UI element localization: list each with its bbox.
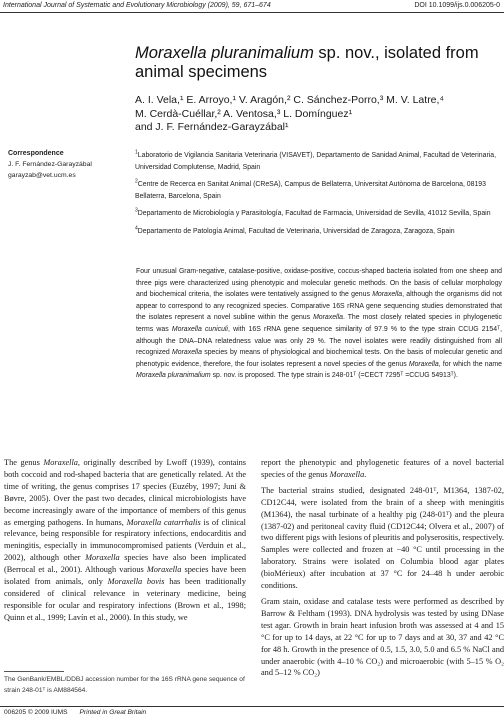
author-line-3: and J. F. Fernández-Garayzábal¹: [135, 121, 289, 133]
journal-citation: International Journal of Systematic and Evolutionary Microbiology (2009), 59, 671–674: [3, 2, 271, 9]
title-species: Moraxella pluranimalium: [135, 44, 314, 62]
doi: DOI 10.1099/ijs.0.006205-0: [414, 2, 500, 9]
footnote-rule: [4, 671, 64, 672]
paragraph-2: The bacterial strains studied, designated 248-01ᵀ, M1364, 1387-02, CD12C44, were isolated from the brain of a sheep with meningitis (M1364), the nasal turbinate of a healthy pig (248-01ᵀ) and the pleura (1387-02) and peritoneal cavity fluid (CD12C44; Olvera et al., 2007) of two different pigs with lesions of pleuritis and polyserositis, respectively. Samples were collected and frozen at −40 °C until processing in the laboratory. Strains were isolated on Columbia blood agar plates (bioMérieux) after incubation at 37 °C for 24–48 h under aerobic conditions.: [261, 485, 504, 591]
footer-rule: [0, 706, 504, 707]
body-column-left: [4, 457, 246, 628]
intro-paragraph: The genus Moraxella, originally described by Lwoff (1939), contains both coccoid and rod-shaped bacteria that are genetically related. At the time of writing, the genus comprises 17 species (Euzéby, 1997; Juni & Bøvre, 2005). Over the past two decades, clinical microbiologists have become increasingly aware of the importance of members of this genus as emerging pathogens. In humans, Moraxella catarrhalis is of clinical relevance, being responsible for respiratory infections, endocarditis and meningitis, especially in immunocompromised patients (Verduin et al., 2002), although other Moraxella species have also been implicated (Berrocal et al., 2001). Although various Moraxella species have been isolated from animals, only Moraxella bovis has been traditionally considered of clinical relevance in veterinary medicine, being responsible for ocular and respiratory infections (Brown et al., 1998; Quinn et al., 1999; Lavín et al., 2000). In this study, we: [4, 458, 247, 622]
copyright-code: 006205 © 2009 IUMS: [4, 709, 68, 716]
running-header: [0, 0, 504, 12]
author-line-2: M. Cerdà-Cuéllar,² A. Ventosa,³ L. Domínguez¹: [135, 107, 353, 120]
paragraph-1: report the phenotypic and phylogenetic features of a novel bacterial species of the genus Moraxella.: [261, 458, 504, 479]
affiliation-2: $^2$Centre de Recerca en Sanitat Animal (CReSA), Campus de Bellaterra, Universitat Autònoma de Barcelona, 08193 Bellaterra, Barcelona, Spain: [135, 178, 486, 200]
printed-in: Printed in Great Britain: [79, 709, 147, 716]
correspondence-heading: Correspondence: [8, 150, 64, 157]
author-line-1: A. I. Vela,¹ E. Arroyo,¹ V. Aragón,² C. Sánchez-Porro,³ M. V. Latre,⁴: [135, 94, 444, 106]
paragraph-3: Gram stain, oxidase and catalase tests were performed as described by Barrow & Feltham (1993). DNA hydrolysis was tested by using DNase test agar. Growth in brain heart infusion broth was assessed at 4 and 15 °C for up to 14 days, at 22 °C for up to 7 days and at 30, 37 and 42 °C for 48 h. Growth in the presence of 0.5, 1.5, 3.0, 5.0 and 6.5 % NaCl and under anaerobic (with 4–10 % CO₂) and microaerobic (with 5–15 % O₂ and 5–12 % CO₂): [261, 596, 504, 678]
title-rest: sp. nov., isolated from animal specimens: [135, 44, 479, 81]
correspondence-email[interactable]: garayzab@vet.ucm.es: [8, 172, 76, 179]
page-footer: [4, 708, 146, 718]
article-title: [135, 44, 500, 82]
correspondence-name: J. F. Fernández-Garayzábal: [8, 161, 92, 168]
affiliation-3: $^3$Departamento de Microbiología y Parasitología, Facultad de Farmacia, Universidad de Sevilla, 41012 Sevilla, Spain: [135, 208, 491, 218]
affiliations: [135, 150, 503, 244]
correspondence-block: [8, 148, 128, 181]
affiliation-4: $^4$Departamento de Patología Animal, Facultad de Veterinaria, Universidad de Zaragoza, Zaragoza, Spain: [135, 225, 455, 235]
header-rule: [0, 12, 504, 13]
abstract: Four unusual Gram-negative, catalase-positive, oxidase-positive, coccus-shaped bacteria isolated from one sheep and three pigs were characterized using phenotypic and molecular genetic methods. On the basis of cellular morphology and biochemical criteria, the isolates were tentatively assigned to the genus Moraxella, although the organisms did not appear to correspond to any recognized species. Comparative 16S rRNA gene sequencing studies demonstrated that the isolates represent a novel subline within the genus Moraxella. The most closely related species in phylogenetic terms was Moraxella cuniculi, with 16S rRNA gene sequence similarity of 97.9 % to the type strain CCUG 2154ᵀ, although the DNA–DNA relatedness value was only 29 %. The novel isolates were readily distinguished from all recognized Moraxella species by means of physiological and biochemical tests. On the basis of molecular genetic and phenotypic evidence, therefore, the four isolates represent a novel species of the genus Moraxella, for which the name Moraxella pluranimalium sp. nov. is proposed. The type strain is 248-01ᵀ (=CECT 7295ᵀ =CCUG 54913ᵀ).: [136, 268, 502, 380]
affiliation-1: $^1$Laboratorio de Vigilancia Sanitaria Veterinaria (VISAVET), Departamento de Sanidad Animal, Facultad de Veterinaria, Universidad Complutense, Madrid, Spain: [135, 149, 497, 171]
author-list: [135, 94, 503, 135]
accession-footnote: The GenBank/EMBL/DDBJ accession number for the 16S rRNA gene sequence of strain 248-01ᵀ is AM884564.: [4, 676, 245, 694]
body-column-right: [261, 457, 504, 683]
